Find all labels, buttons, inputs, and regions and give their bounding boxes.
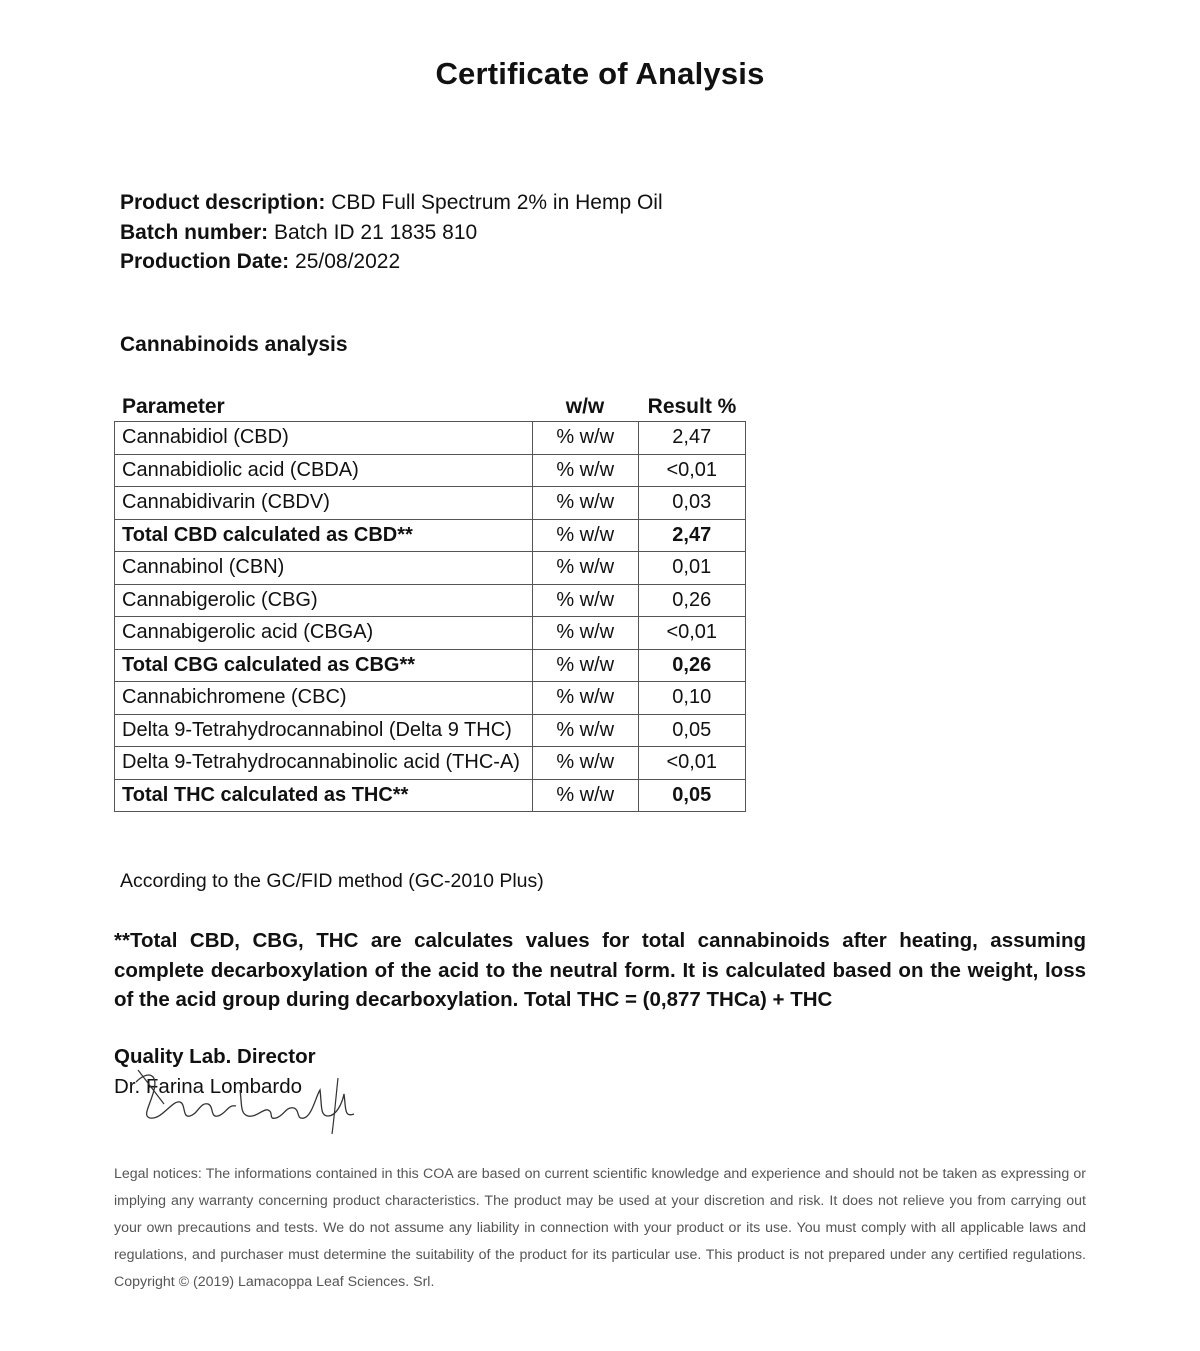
unit-cell: % w/w <box>532 422 638 455</box>
unit-cell: % w/w <box>532 584 638 617</box>
unit-cell: % w/w <box>532 487 638 520</box>
unit-cell: % w/w <box>532 682 638 715</box>
signatory-name: Dr. Farina Lombardo <box>114 1075 303 1098</box>
result-cell: 0,05 <box>638 714 746 747</box>
table-row <box>115 454 746 487</box>
parameter-cell: Cannabigerolic acid (CBGA) <box>115 617 533 650</box>
header-result: Result % <box>647 395 737 418</box>
header-parameter: Parameter <box>122 395 225 418</box>
production-date-value: 25/08/2022 <box>295 250 401 273</box>
result-cell: 2,47 <box>638 519 746 552</box>
batch-number-value: Batch ID 21 1835 810 <box>274 220 478 244</box>
parameter-cell: Total CBG calculated as CBG** <box>115 649 533 682</box>
result-cell: 0,01 <box>638 552 746 585</box>
result-cell: 0,26 <box>638 584 746 617</box>
result-cell: <0,01 <box>638 747 746 780</box>
table-row <box>115 714 746 747</box>
parameter-cell: Cannabidivarin (CBDV) <box>115 487 533 520</box>
unit-cell: % w/w <box>532 552 638 585</box>
result-cell: <0,01 <box>638 454 746 487</box>
production-date-label: Production Date: <box>120 250 290 273</box>
parameter-cell: Delta 9-Tetrahydrocannabinol (Delta 9 THC) <box>115 714 533 747</box>
table-row <box>115 747 746 780</box>
table-row-total <box>115 779 746 812</box>
legal-notice: Legal notices: The informations contained in this COA are based on current scientific knowledge and experience and should not be taken as expressing or implying any warranty concerning product characteristics. The product may be used at your discretion and risk. It does not relieve you from carrying out your own precautions and tests. We do not assume any liability in connection with your product or its use. You must comply with all applicable laws and regulations, and purchaser must determine the suitability of the product for its particular use. This product is not prepared under any certified regulations. Copyright © (2019) Lamacoppa Leaf Sciences. Srl. <box>114 1166 1086 1290</box>
total-calculation-note: **Total CBD, CBG, THC are calculates values for total cannabinoids after heating, assuming complete decarboxylation of the acid to the neutral form. It is calculated based on the weight, loss of the acid group during decarboxylation. Total THC = (0,877 THCa) + THC <box>114 929 1086 1011</box>
unit-cell: % w/w <box>532 454 638 487</box>
product-description-row <box>120 188 663 218</box>
unit-cell: % w/w <box>532 649 638 682</box>
parameter-cell: Total THC calculated as THC** <box>115 779 533 812</box>
parameter-cell: Delta 9-Tetrahydrocannabinolic acid (THC-A) <box>115 747 533 780</box>
table-row-total <box>115 649 746 682</box>
result-cell: 0,05 <box>638 779 746 812</box>
parameter-cell: Cannabinol (CBN) <box>115 552 533 585</box>
table-header <box>114 395 746 421</box>
parameter-cell: Cannabidiolic acid (CBDA) <box>115 454 533 487</box>
product-meta <box>120 188 663 277</box>
result-cell: <0,01 <box>638 617 746 650</box>
header-ww: w/w <box>565 395 605 418</box>
batch-number-label: Batch number: <box>120 220 269 244</box>
parameter-cell: Cannabichromene (CBC) <box>115 682 533 715</box>
unit-cell: % w/w <box>532 714 638 747</box>
unit-cell: % w/w <box>532 617 638 650</box>
signatory-title: Quality Lab. Director <box>114 1045 316 1068</box>
unit-cell: % w/w <box>532 779 638 812</box>
result-cell: 0,10 <box>638 682 746 715</box>
parameter-cell: Cannabidiol (CBD) <box>115 422 533 455</box>
batch-number-row <box>120 218 663 248</box>
product-description-label: Product description: <box>120 191 326 214</box>
unit-cell: % w/w <box>532 519 638 552</box>
analysis-heading: Cannabinoids analysis <box>120 333 348 356</box>
results-table-body <box>115 422 746 812</box>
table-row <box>115 617 746 650</box>
table-row <box>115 552 746 585</box>
production-date-row <box>120 247 663 277</box>
parameter-cell: Cannabigerolic (CBG) <box>115 584 533 617</box>
method-note: According to the GC/FID method (GC-2010 Plus) <box>120 870 544 892</box>
parameter-cell: Total CBD calculated as CBD** <box>115 519 533 552</box>
table-row-total <box>115 519 746 552</box>
result-cell: 2,47 <box>638 422 746 455</box>
table-row <box>115 682 746 715</box>
table-row <box>115 487 746 520</box>
document-title: Certificate of Analysis <box>435 56 765 91</box>
product-description-value: CBD Full Spectrum 2% in Hemp Oil <box>331 191 663 214</box>
results-table <box>114 421 746 812</box>
result-cell: 0,03 <box>638 487 746 520</box>
unit-cell: % w/w <box>532 747 638 780</box>
result-cell: 0,26 <box>638 649 746 682</box>
handwritten-signature <box>128 1060 368 1140</box>
table-row <box>115 422 746 455</box>
table-row <box>115 584 746 617</box>
